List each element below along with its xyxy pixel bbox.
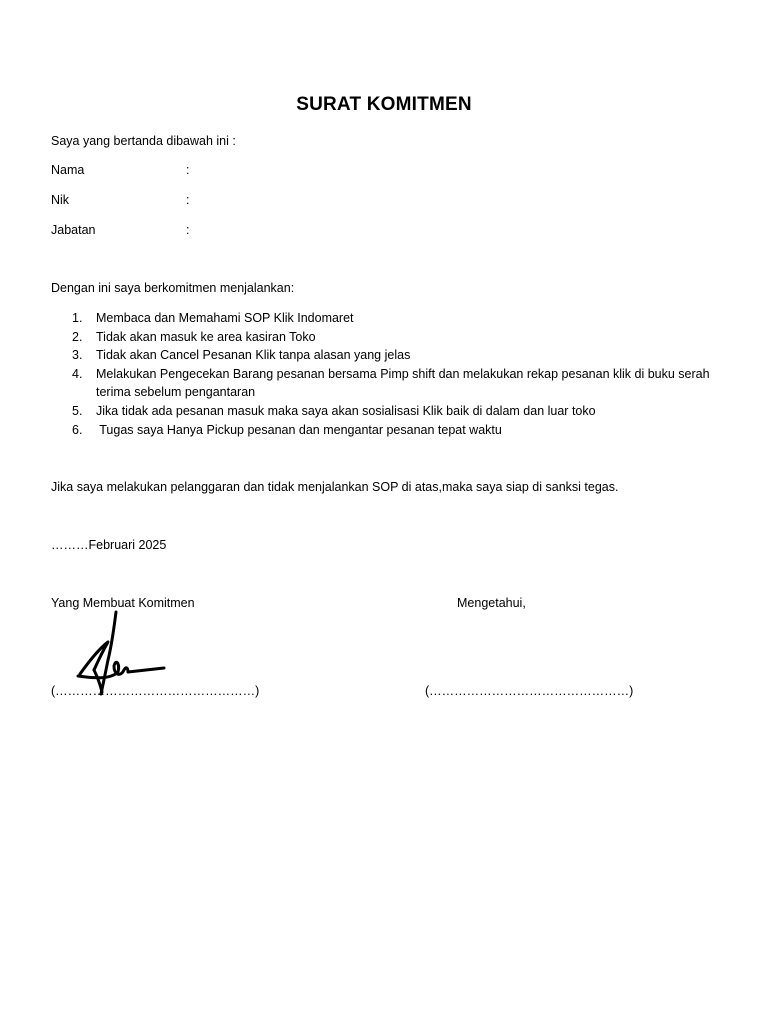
acknowledged-label: Mengetahui,	[457, 596, 526, 610]
list-item	[51, 365, 731, 402]
commitment-list	[51, 309, 731, 439]
signature-line-left: (…………………………………………)	[51, 684, 260, 698]
field-label-jabatan: Jabatan	[51, 223, 96, 237]
list-item-text: Jika tidak ada pesanan masuk maka saya akan sosialisasi Klik baik di dalam dan luar toko	[96, 403, 596, 418]
signature-line-right: (…………………………………………)	[425, 684, 634, 698]
list-item	[51, 309, 731, 328]
list-item-number: 6.	[72, 422, 83, 437]
document-date: ………Februari 2025	[51, 538, 167, 552]
commitment-lead: Dengan ini saya berkomitmen menjalankan:	[51, 281, 295, 295]
document-title: SURAT KOMITMEN	[296, 94, 472, 115]
list-item-number: 4.	[72, 366, 83, 381]
list-item-text: Tidak akan masuk ke area kasiran Toko	[96, 329, 316, 344]
list-item-number: 1.	[72, 311, 83, 325]
closing-statement: Jika saya melakukan pelanggaran dan tidak menjalankan SOP di atas,maka saya siap di sanksi tegas.	[51, 480, 619, 494]
maker-label: Yang Membuat Komitmen	[51, 596, 195, 610]
list-item-text: Tidak akan Cancel Pesanan Klik tanpa alasan yang jelas	[96, 348, 411, 363]
list-item-number: 5.	[72, 403, 83, 418]
field-colon-jabatan: :	[186, 223, 190, 237]
list-item-text: Membaca dan Memahami SOP Klik Indomaret	[96, 311, 354, 325]
list-item	[51, 328, 731, 347]
list-item-number: 2.	[72, 329, 83, 344]
field-colon-nama: :	[186, 163, 190, 177]
list-item	[51, 421, 731, 440]
list-item-text: Tugas saya Hanya Pickup pesanan dan mengantar pesanan tepat waktu	[96, 422, 502, 437]
intro-text: Saya yang bertanda dibawah ini :	[51, 134, 236, 148]
list-item-number: 3.	[72, 348, 83, 363]
list-item	[51, 402, 731, 421]
list-item-text: Melakukan Pengecekan Barang pesanan bersama Pimp shift dan melakukan rekap pesanan klik di buku serah terima sebelum pengantaran	[96, 366, 710, 400]
list-item	[51, 346, 731, 365]
handwritten-signature	[70, 608, 175, 700]
field-colon-nik: :	[186, 193, 190, 207]
field-label-nik: Nik	[51, 193, 70, 207]
field-label-nama: Nama	[51, 163, 85, 177]
